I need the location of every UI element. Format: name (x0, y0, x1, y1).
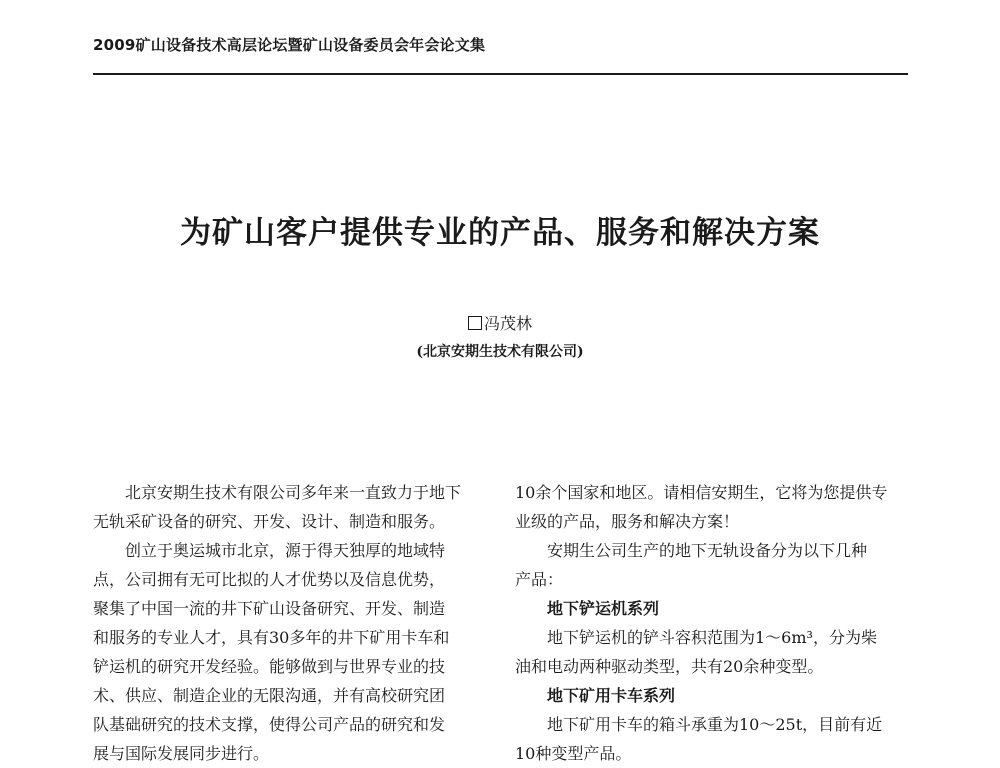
text-line: 业级的产品，服务和解决方案！ (515, 512, 740, 531)
author-affiliation: (北京安期生技术有限公司) (416, 344, 584, 360)
text-line: 10种变型产品。 (515, 744, 632, 763)
text-line: 地下矿用卡车的箱斗承重为10～25t，目前有近 (547, 715, 883, 734)
text-line: 北京安期生技术有限公司多年来一直致力于地下 (125, 483, 462, 502)
text-line: 产品： (515, 570, 564, 589)
running-header: 2009矿山设备技术高层论坛暨矿山设备委员会年会论文集 (93, 36, 486, 54)
text-line: 队基础研究的技术支撑，使得公司产品的研究和发 (93, 715, 446, 734)
left-column (93, 478, 488, 768)
text-line: 地下铲运机的铲斗容积范围为1～6m³，分为柴 (547, 628, 877, 647)
author-box-icon (468, 316, 482, 330)
text-line: 展与国际发展同步进行。 (93, 744, 270, 763)
right-column (515, 478, 910, 768)
author-line (0, 311, 1000, 334)
text-line: 铲运机的研究开发经验。能够做到与世界专业的技 (93, 657, 446, 676)
text-line: 无轨采矿设备的研究、开发、设计、制造和服务。 (93, 512, 446, 531)
text-line: 和服务的专业人才，具有30多年的井下矿用卡车和 (93, 628, 450, 647)
text-line: 10余个国家和地区。请相信安期生，它将为您提供专 (515, 483, 888, 502)
text-line: 创立于奥运城市北京，源于得天独厚的地域特 (125, 541, 446, 560)
text-line: 油和电动两种驱动类型，共有20余种变型。 (515, 657, 824, 676)
section-heading: 地下矿用卡车系列 (547, 686, 676, 705)
text-line: 术、供应、制造企业的无限沟通，并有高校研究团 (93, 686, 446, 705)
text-line: 点，公司拥有无可比拟的人才优势以及信息优势， (93, 570, 446, 589)
text-line: 安期生公司生产的地下无轨设备分为以下几种 (547, 541, 868, 560)
article-title: 为矿山客户提供专业的产品、服务和解决方案 (180, 215, 820, 251)
author-name: 冯茂林 (483, 314, 532, 333)
section-heading: 地下铲运机系列 (547, 599, 660, 618)
text-line: 聚集了中国一流的井下矿山设备研究、开发、制造 (93, 599, 446, 618)
header-rule (93, 73, 908, 75)
